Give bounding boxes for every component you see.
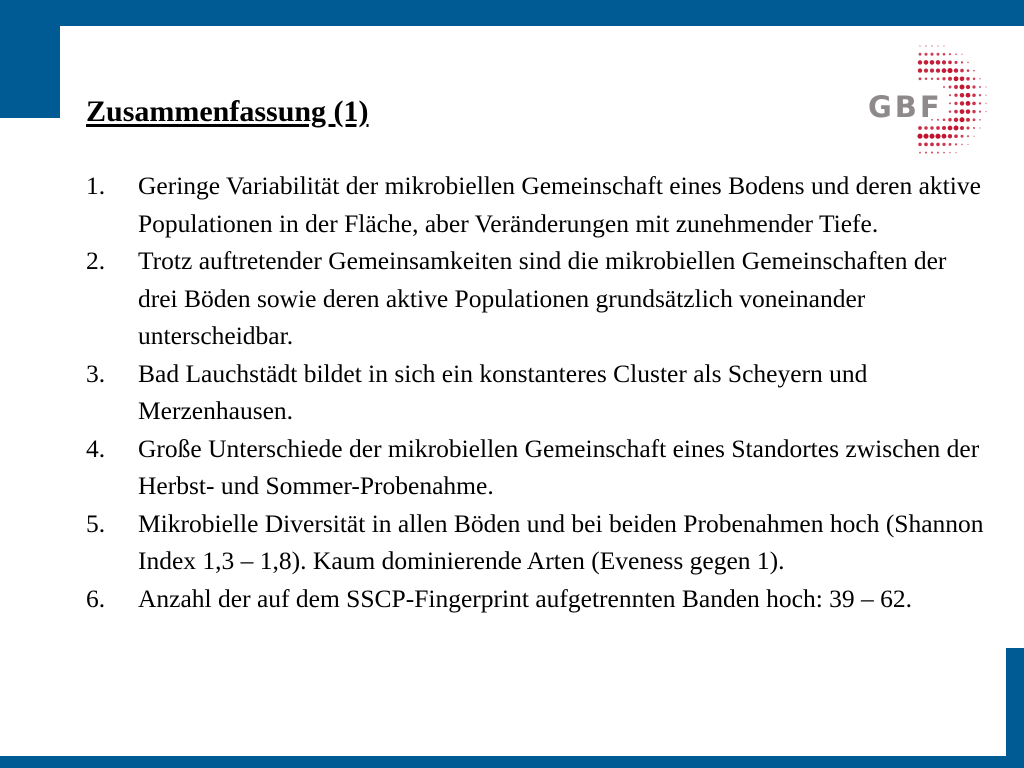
logo-dot: [943, 53, 946, 56]
logo-dot: [942, 126, 946, 130]
logo-dot: [954, 94, 957, 97]
logo-dot: [942, 143, 945, 146]
logo-dot: [942, 60, 946, 64]
logo-dot: [930, 126, 933, 129]
logo-dot: [972, 102, 976, 106]
logo-dot: [929, 134, 934, 139]
logo-dot: [937, 53, 940, 56]
logo-dot: [954, 76, 959, 81]
logo-dot: [918, 60, 922, 64]
logo-dot: [936, 60, 941, 65]
logo-dot: [966, 93, 971, 98]
list-item-text: Anzahl der auf dem SSCP-Fingerprint aufgetrennten Banden hoch: 39 – 62.: [138, 583, 913, 613]
logo-dot: [967, 62, 969, 64]
logo-dot: [925, 78, 928, 81]
logo-dot: [949, 143, 952, 146]
list-item-number: 5.: [86, 508, 106, 538]
logo-dot: [960, 101, 964, 105]
list-item-text: Geringe Variabilität der mikrobiellen Gemeinschaft eines Bodens und deren aktive Populationen in der Fläche, aber Veränderungen mit zunehmender Tiefe.: [138, 171, 981, 238]
list-item: [86, 355, 986, 430]
logo-dot: [935, 134, 940, 139]
logo-text: GBF: [868, 90, 943, 124]
logo-dot: [961, 144, 963, 146]
bottom-accent-bar: [0, 756, 1024, 768]
logo-dot: [942, 77, 945, 80]
list-item: [86, 242, 986, 355]
logo-dot: [918, 68, 922, 72]
logo-dot: [985, 103, 986, 104]
logo-dot: [942, 68, 947, 73]
logo-dot: [919, 53, 922, 56]
logo-dot: [936, 143, 940, 147]
logo-dot: [961, 61, 963, 63]
summary-list: [86, 167, 986, 617]
logo-dot: [960, 117, 965, 122]
logo-dot: [918, 143, 922, 147]
logo-dot: [949, 86, 952, 89]
logo-dot: [954, 110, 958, 114]
logo-dot: [960, 69, 964, 73]
logo-dot: [954, 126, 959, 131]
logo-dot: [985, 86, 986, 87]
logo-dot: [960, 93, 965, 98]
logo-dot: [979, 94, 981, 96]
logo-dot: [919, 152, 921, 154]
logo-dot: [967, 135, 969, 137]
logo-dot: [967, 144, 968, 145]
logo-dot: [949, 102, 951, 104]
logo-dot: [960, 76, 965, 81]
list-item: [86, 505, 986, 580]
top-accent-bar: [0, 0, 1024, 26]
logo-dot: [942, 134, 947, 139]
logo-dot: [954, 61, 957, 64]
logo-dot: [972, 110, 975, 113]
list-item-number: 6.: [86, 583, 106, 613]
logo-dot: [918, 126, 922, 130]
logo-dot: [943, 86, 945, 88]
logo-dot: [954, 118, 958, 122]
logo-dot: [919, 45, 920, 46]
left-accent-bar: [0, 0, 60, 118]
logo-dot: [960, 109, 965, 114]
logo-dot: [973, 78, 976, 81]
list-item: [86, 580, 986, 618]
logo-dot: [924, 69, 928, 73]
list-item: [86, 430, 986, 505]
logo-dot: [966, 77, 970, 81]
logo-dot: [937, 152, 939, 154]
logo-dot: [954, 134, 958, 138]
right-accent-bar: [1006, 648, 1024, 768]
logo-dot: [966, 101, 971, 106]
logo-dot: [960, 85, 965, 90]
logo-dot: [979, 111, 981, 113]
logo-dot: [925, 53, 928, 56]
logo-dot: [979, 102, 981, 104]
logo-dot: [966, 126, 969, 129]
logo-dot: [930, 143, 934, 147]
logo-dot: [943, 118, 946, 121]
list-item-number: 3.: [86, 358, 106, 388]
logo-dot: [972, 93, 976, 97]
logo-dot: [947, 68, 952, 73]
logo-dot: [966, 109, 971, 114]
logo-dot: [948, 134, 952, 138]
logo-dot: [930, 60, 935, 65]
logo-dot: [930, 69, 934, 73]
logo-dot: [948, 77, 952, 81]
logo-dot: [949, 110, 952, 113]
logo-dot: [925, 152, 927, 154]
logo-dot: [973, 70, 975, 72]
logo-dot: [961, 135, 964, 138]
logo-dot: [949, 94, 951, 96]
logo-dot: [948, 126, 953, 131]
logo-dot: [948, 61, 952, 65]
logo-dot: [937, 45, 938, 46]
list-item-text: Bad Lauchstädt bildet in sich ein konstanteres Cluster als Scheyern und Merzenhausen.: [138, 358, 868, 425]
logo-dot: [966, 85, 970, 89]
list-item-number: 2.: [86, 246, 106, 275]
list-item-number: 4.: [86, 433, 106, 463]
logo-dot: [954, 68, 958, 72]
logo-dot: [923, 134, 928, 139]
logo-dot: [960, 126, 964, 130]
logo-dot: [937, 77, 940, 80]
logo-dot: [955, 152, 956, 153]
logo-dot: [930, 53, 933, 56]
logo-dot: [973, 136, 974, 137]
logo-dot: [931, 45, 932, 46]
logo-dot: [931, 152, 933, 154]
list-item-text: Trotz auftretender Gemeinsamkeiten sind die mikrobiellen Gemeinschaften der drei Böden sowie deren aktive Populationen grundsätzlich voneinander unterscheidbar.: [138, 246, 947, 350]
logo-dot: [955, 53, 957, 55]
logo-dot: [917, 134, 922, 139]
logo-dot: [936, 126, 940, 130]
logo-dot: [955, 143, 957, 145]
logo-dot: [979, 86, 981, 88]
logo-dot: [985, 111, 986, 112]
logo-dot: [985, 95, 986, 96]
logo-dot: [924, 143, 928, 147]
logo-dot: [943, 152, 945, 154]
logo-dot: [948, 118, 951, 121]
logo-dot: [931, 78, 933, 80]
logo-dot: [924, 60, 929, 65]
logo-dot: [979, 78, 980, 79]
logo-dot: [954, 85, 958, 89]
logo-dot: [966, 118, 970, 122]
logo-dot: [961, 54, 962, 55]
logo-dot: [967, 69, 970, 72]
logo-dot: [949, 152, 950, 153]
logo-dot: [973, 127, 975, 129]
logo-dot: [954, 102, 957, 105]
list-item-text: Mikrobielle Diversität in allen Böden und bei beiden Probenahmen hoch (Shannon Index 1,3 – 1,8). Kaum dominierende Arten (Eveness gegen 1).: [138, 508, 984, 575]
logo-dot: [924, 126, 927, 129]
list-item-number: 1.: [86, 171, 106, 200]
logo-dot: [979, 127, 980, 128]
logo-dot: [972, 85, 975, 88]
logo-dot: [925, 45, 926, 46]
logo-dot: [949, 53, 951, 55]
logo-dot: [973, 118, 976, 121]
page-title: Zusammenfassung (1): [86, 95, 369, 128]
logo-dot: [919, 77, 922, 80]
logo-dot: [979, 119, 981, 121]
list-item: [86, 167, 986, 242]
list-item-text: Große Unterschiede der mikrobiellen Gemeinschaft eines Standortes zwischen der Herbst- und Sommer-Probenahme.: [138, 433, 980, 500]
gbf-logo-icon: [862, 38, 1002, 163]
logo-dot: [943, 45, 944, 46]
logo-dot: [936, 68, 940, 72]
